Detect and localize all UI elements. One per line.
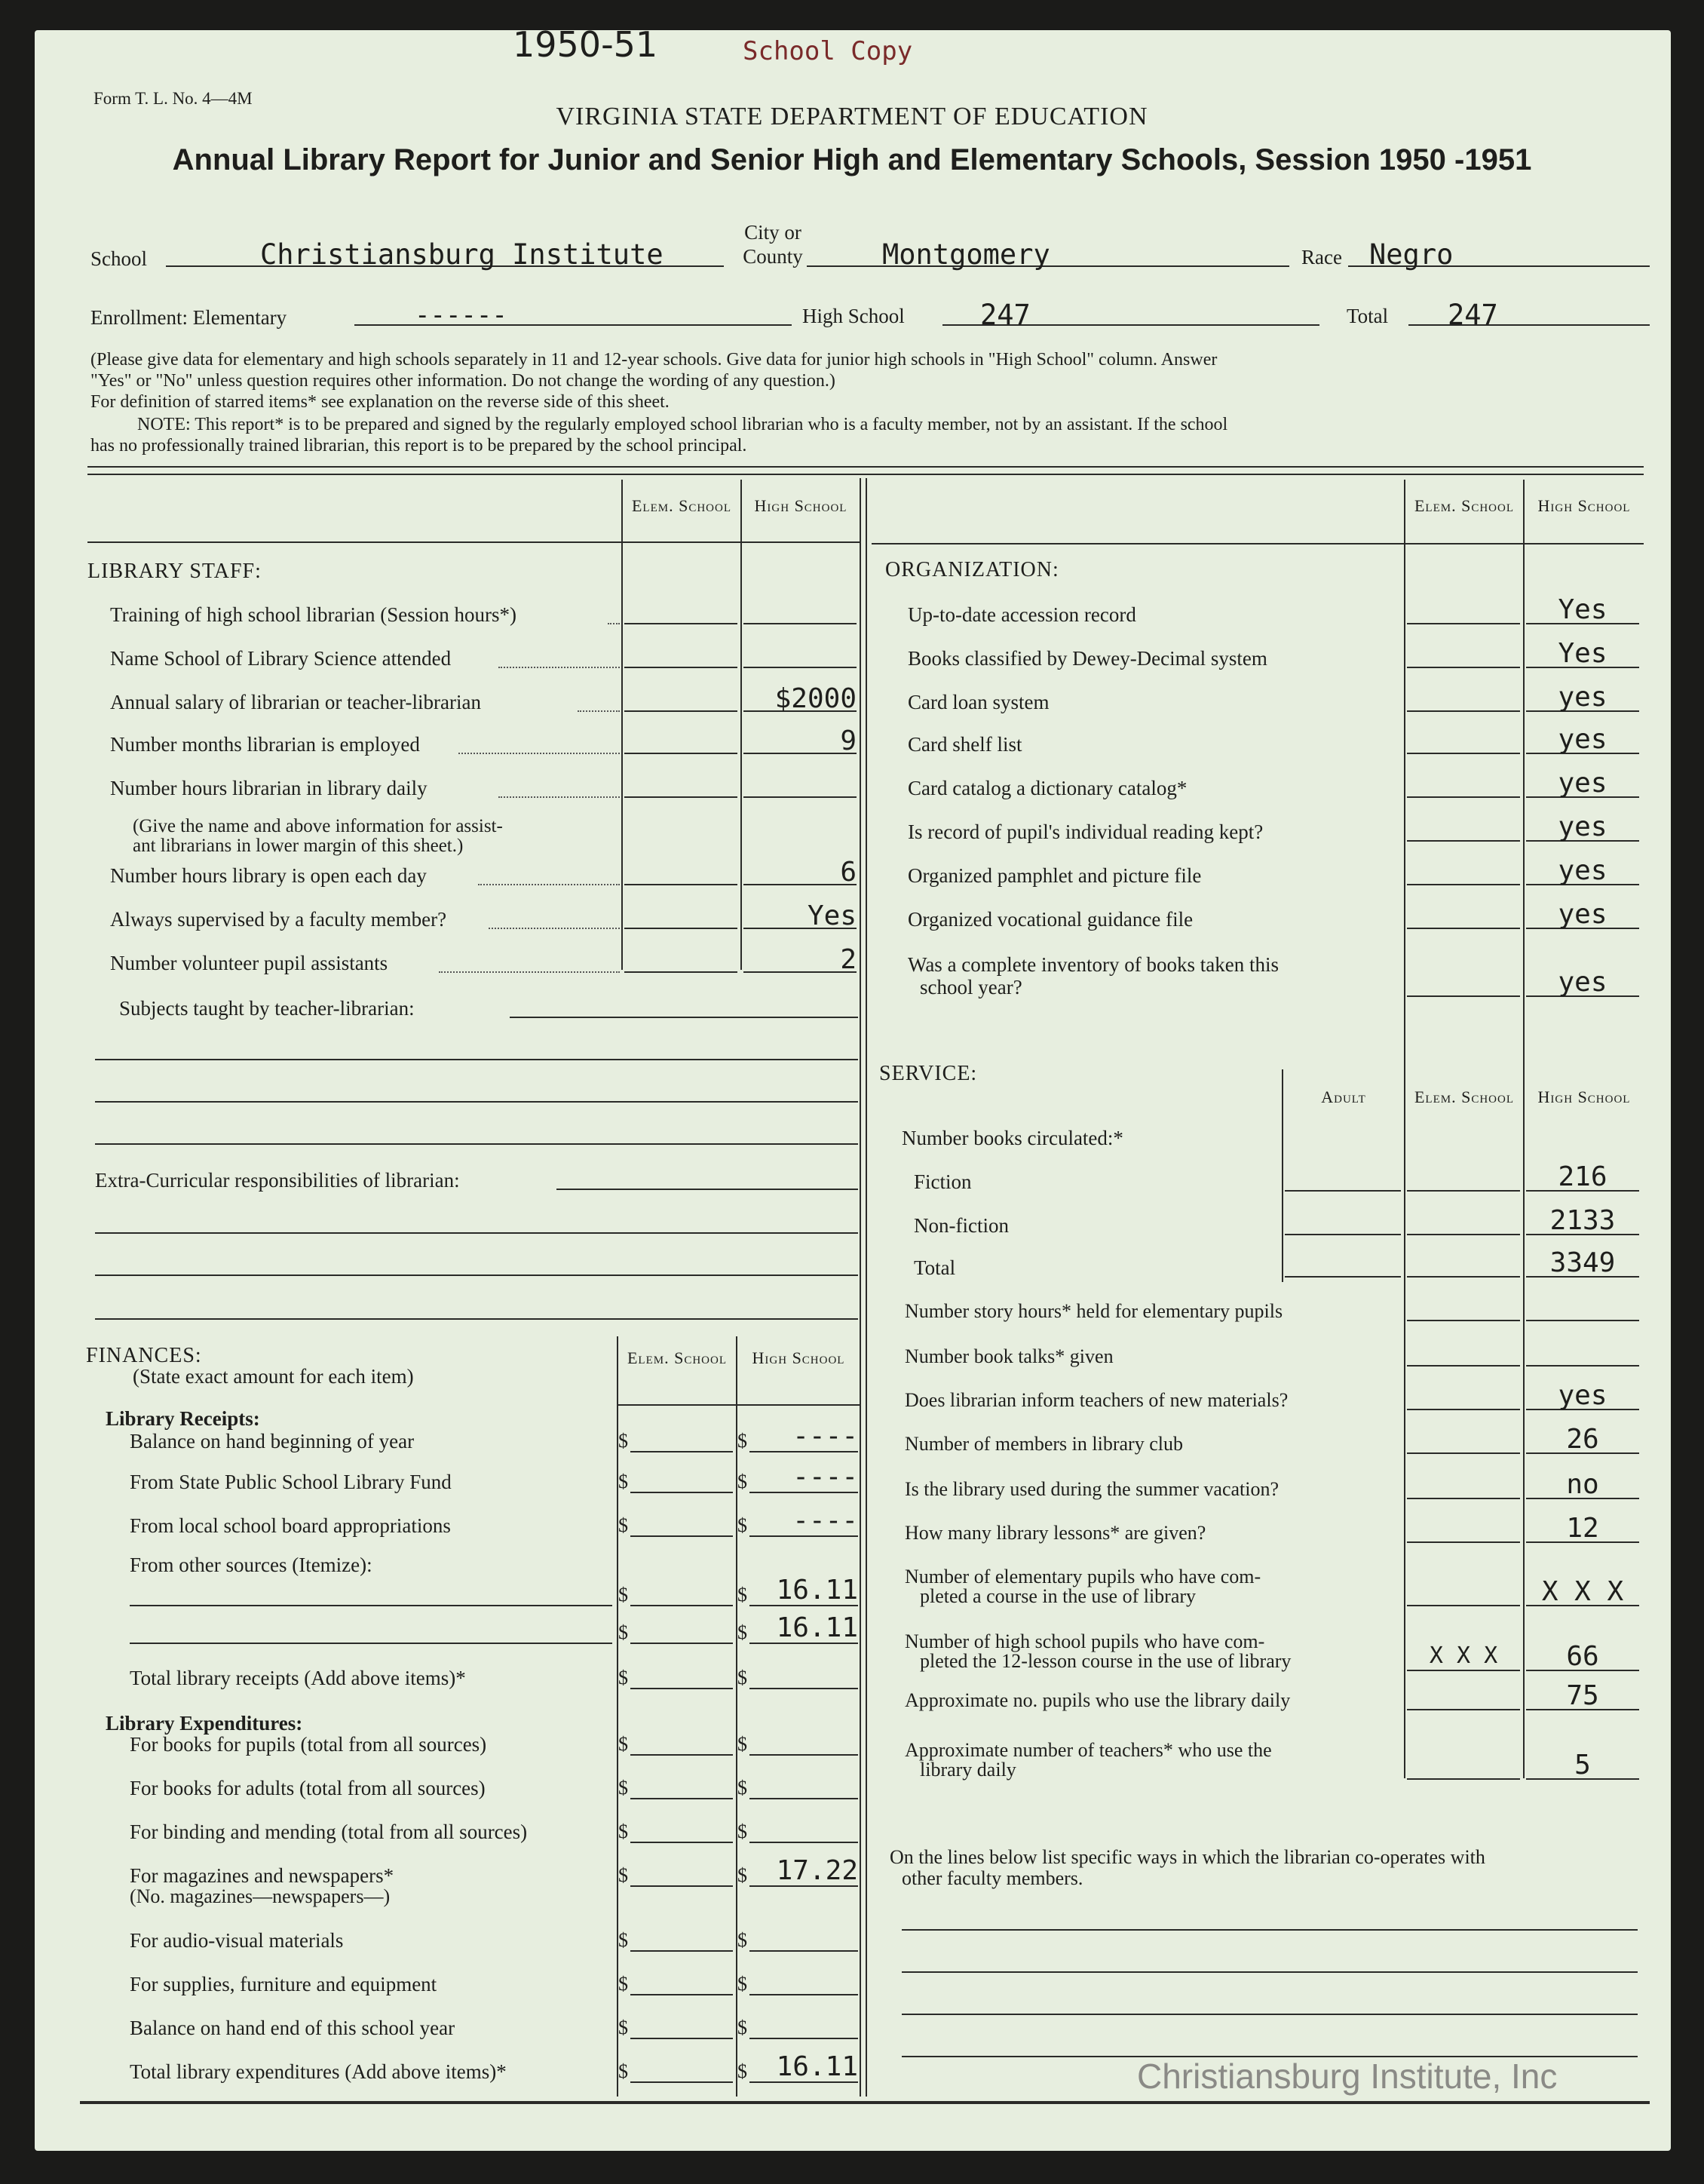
city-label: City or County	[743, 221, 803, 268]
finance-row-label: Balance on hand end of this school year	[130, 2017, 455, 2039]
dollar-sign: $	[618, 1621, 628, 1643]
finance-high-field[interactable]	[749, 1754, 858, 1756]
finance-high-value: 17.22	[776, 1855, 858, 1886]
service-elem-value: X X X	[1429, 1643, 1498, 1669]
dollar-sign: $	[737, 1430, 747, 1452]
service-row-label: Number book talks* given	[905, 1345, 1114, 1367]
service-row-label-2: pleted a course in the use of library	[920, 1585, 1197, 1607]
service-row-label: Number of members in library club	[905, 1433, 1183, 1455]
service-heading: SERVICE:	[879, 1062, 978, 1085]
finance-elem-field[interactable]	[630, 1492, 733, 1493]
finance-elem-field[interactable]	[630, 1994, 733, 1995]
finance-high-value: 16.11	[776, 1575, 858, 1606]
table-top-rule	[87, 466, 1644, 468]
circ-high-value: 216	[1558, 1161, 1607, 1192]
staff-note-line-1: (Give the name and above information for assist-	[133, 816, 503, 836]
dollar-sign: $	[737, 1584, 747, 1606]
cooperation-line-1[interactable]	[902, 1929, 1638, 1931]
service-high-field[interactable]	[1526, 1365, 1639, 1367]
table-bottom-rule	[80, 2101, 1650, 2104]
staff-row-label: Number volunteer pupil assistants	[110, 952, 388, 974]
finance-high-field[interactable]	[749, 1950, 858, 1952]
circ-adult-field[interactable]	[1285, 1234, 1401, 1235]
service-high-value: X X X	[1541, 1576, 1624, 1607]
cooperation-line-3[interactable]	[902, 2014, 1638, 2015]
org-high-value: yes	[1558, 682, 1607, 713]
org-row-label: Organized vocational guidance file	[908, 908, 1194, 931]
finance-row-label: For binding and mending (total from all sources)	[130, 1821, 528, 1843]
subjects-line-0[interactable]	[510, 1017, 858, 1018]
leader-dots	[458, 753, 620, 754]
left-high-header: High School	[754, 496, 847, 515]
staff-row-label: Number months librarian is employed	[110, 733, 420, 756]
org-elem-field[interactable]	[1407, 796, 1520, 798]
dollar-sign: $	[737, 2017, 747, 2038]
dollar-sign: $	[737, 1864, 747, 1886]
fin-elem-header: Elem. School	[627, 1348, 727, 1367]
finance-high-field[interactable]	[749, 2038, 858, 2039]
race-label: Race	[1301, 246, 1342, 268]
finance-row-label: For audio-visual materials	[130, 1929, 344, 1952]
form-number: Form T. L. No. 4—4M	[93, 89, 253, 108]
finance-elem-field[interactable]	[630, 1605, 733, 1606]
org-elem-field[interactable]	[1407, 667, 1520, 668]
dollar-sign: $	[737, 1514, 747, 1536]
library-staff-heading: LIBRARY STAFF:	[87, 560, 262, 583]
staff-high-value: 9	[840, 725, 857, 756]
finance-row-label: From State Public School Library Fund	[130, 1471, 452, 1493]
finance-row-label: For supplies, furniture and equipment	[130, 1973, 437, 1995]
finance-elem-field[interactable]	[630, 2081, 733, 2083]
service-row-label: Number of elementary pupils who have com-	[905, 1566, 1261, 1587]
staff-high-value: 6	[840, 857, 857, 888]
circ-row-label: Fiction	[914, 1170, 972, 1193]
dollar-sign: $	[618, 1584, 628, 1606]
circ-elem-field[interactable]	[1407, 1190, 1520, 1192]
service-elem-header: Elem. School	[1414, 1087, 1514, 1106]
instructions-line-5: has no professionally trained librarian, this report is to be prepared by the school principal.	[90, 436, 747, 456]
finance-high-field[interactable]	[749, 1842, 858, 1843]
dollar-sign: $	[737, 1733, 747, 1755]
circ-adult-field[interactable]	[1285, 1190, 1401, 1192]
dollar-sign: $	[737, 1471, 747, 1492]
staff-high-field[interactable]	[743, 667, 857, 668]
finance-elem-field[interactable]	[630, 1798, 733, 1799]
magazines-note: (No. magazines—newspapers—)	[130, 1885, 391, 1907]
org-elem-field[interactable]	[1407, 623, 1520, 624]
staff-note-line-2: ant librarians in lower margin of this sheet.)	[133, 836, 464, 856]
service-elem-field[interactable]	[1407, 1452, 1520, 1454]
organization-heading: ORGANIZATION:	[885, 558, 1059, 581]
total-value: 247	[1448, 299, 1498, 331]
service-high-value: no	[1566, 1469, 1599, 1500]
school-value: Christiansburg Institute	[260, 238, 664, 271]
staff-elem-field[interactable]	[624, 884, 737, 885]
dollar-sign: $	[618, 2017, 628, 2038]
subjects-label: Subjects taught by teacher-librarian:	[119, 997, 415, 1020]
dollar-sign: $	[618, 1821, 628, 1842]
department-heading: VIRGINIA STATE DEPARTMENT OF EDUCATION	[556, 103, 1148, 130]
right-high-header: High School	[1537, 496, 1631, 515]
cooperation-line-2[interactable]	[902, 1971, 1638, 1973]
itemize-line[interactable]	[130, 1643, 612, 1644]
finance-high-field[interactable]	[749, 1688, 858, 1689]
service-high-value: 26	[1566, 1424, 1599, 1455]
service-row-label-2: library daily	[920, 1759, 1016, 1781]
org-elem-field[interactable]	[1407, 928, 1520, 929]
org-row-label: Was a complete inventory of books taken this	[908, 953, 1279, 976]
staff-high-field[interactable]	[743, 623, 857, 624]
finance-high-value: 16.11	[776, 1612, 858, 1643]
leader-dots	[498, 667, 620, 668]
extra-line-0[interactable]	[556, 1189, 858, 1190]
org-high-value: yes	[1558, 967, 1607, 998]
extra-line-2[interactable]	[95, 1275, 858, 1276]
dollar-sign: $	[618, 1471, 628, 1492]
school-label: School	[90, 247, 148, 270]
total-underline	[1408, 324, 1650, 326]
enroll-elem-value: ------	[415, 300, 507, 330]
finance-high-value: ----	[792, 1505, 858, 1536]
org-row-label: Organized pamphlet and picture file	[908, 864, 1202, 887]
finances-heading: FINANCES:	[86, 1344, 202, 1367]
staff-elem-field[interactable]	[624, 710, 737, 712]
circ-high-value: 3349	[1549, 1247, 1616, 1278]
dollar-sign: $	[618, 1929, 628, 1951]
dollar-sign: $	[737, 1667, 747, 1689]
service-elem-field[interactable]	[1407, 1778, 1520, 1780]
service-elem-field[interactable]	[1407, 1670, 1520, 1671]
leader-dots	[498, 796, 620, 798]
circulated-label: Number books circulated:*	[902, 1127, 1123, 1149]
service-high-value: 75	[1566, 1680, 1599, 1711]
itemize-line[interactable]	[130, 1605, 612, 1606]
leader-dots	[439, 971, 620, 973]
instructions-line-3: For definition of starred items* see explanation on the reverse side of this sheet.	[90, 392, 670, 412]
finance-row-label: For books for pupils (total from all sources)	[130, 1733, 487, 1756]
org-high-value: yes	[1558, 899, 1607, 930]
finances-subheading: (State exact amount for each item)	[133, 1365, 414, 1388]
finance-high-field[interactable]	[749, 1798, 858, 1799]
extra-curricular-label: Extra-Curricular responsibilities of librarian:	[95, 1169, 460, 1192]
staff-row-label: Annual salary of librarian or teacher-librarian	[110, 691, 481, 713]
left-elem-header: Elem. School	[631, 496, 731, 515]
table-top-rule-2	[87, 474, 1644, 475]
subjects-line-1[interactable]	[95, 1059, 858, 1060]
dollar-sign: $	[618, 1733, 628, 1755]
leader-dots	[608, 623, 620, 624]
finance-row-label: From local school board appropriations	[130, 1514, 451, 1537]
service-row-label: Is the library used during the summer vacation?	[905, 1478, 1280, 1500]
high-school-label: High School	[802, 305, 905, 327]
staff-high-value: 2	[840, 944, 857, 975]
org-row-label: Books classified by Dewey-Decimal system	[908, 647, 1267, 670]
staff-row-label: Training of high school librarian (Session hours*)	[110, 603, 516, 626]
race-value: Negro	[1369, 238, 1454, 271]
center-divider	[860, 478, 861, 2097]
org-row-label: Card catalog a dictionary catalog*	[908, 777, 1188, 799]
staff-elem-field[interactable]	[624, 796, 737, 798]
finance-elem-field[interactable]	[630, 2038, 733, 2039]
finance-elem-field[interactable]	[630, 1950, 733, 1952]
city-value: Montgomery	[882, 238, 1050, 271]
circ-row-label: Non-fiction	[914, 1214, 1009, 1237]
report-title: Annual Library Report for Junior and Senior High and Elementary Schools, Session 1950 -1951	[172, 143, 1532, 176]
circ-elem-field[interactable]	[1407, 1276, 1520, 1278]
finance-elem-field[interactable]	[630, 1754, 733, 1756]
org-row-label: Is record of pupil's individual reading kept?	[908, 821, 1264, 843]
finance-row-label: For magazines and newspapers*	[130, 1864, 394, 1887]
finance-elem-field[interactable]	[630, 1688, 733, 1689]
finance-elem-field[interactable]	[630, 1885, 733, 1887]
staff-elem-field[interactable]	[624, 928, 737, 929]
dollar-sign: $	[618, 2060, 628, 2082]
service-row-label: Approximate no. pupils who use the library daily	[905, 1689, 1291, 1711]
staff-row-label: Always supervised by a faculty member?	[110, 908, 447, 931]
service-high-field[interactable]	[1526, 1320, 1639, 1321]
service-row-label: Approximate number of teachers* who use the	[905, 1739, 1272, 1761]
service-elem-field[interactable]	[1407, 1709, 1520, 1710]
staff-high-value: Yes	[807, 900, 857, 931]
handwritten-year: 1950-51	[513, 24, 658, 65]
right-high-col-line	[1523, 480, 1525, 1778]
service-row-label: Number of high school pupils who have com-	[905, 1630, 1265, 1652]
adult-header: Adult	[1321, 1087, 1366, 1106]
service-elem-field[interactable]	[1407, 1320, 1520, 1321]
center-divider-2	[866, 478, 867, 2097]
org-elem-field[interactable]	[1407, 753, 1520, 754]
service-row-label: Number story hours* held for elementary pupils	[905, 1300, 1283, 1322]
leader-dots	[489, 928, 620, 929]
service-elem-field[interactable]	[1407, 1498, 1520, 1499]
org-row-label: Up-to-date accession record	[908, 603, 1136, 626]
finance-high-value: ----	[792, 1421, 858, 1452]
subjects-line-2[interactable]	[95, 1101, 858, 1103]
org-elem-field[interactable]	[1407, 710, 1520, 712]
cooperation-label-2: other faculty members.	[902, 1867, 1083, 1889]
finance-elem-field[interactable]	[630, 1842, 733, 1843]
dollar-sign: $	[737, 1929, 747, 1951]
finance-elem-field[interactable]	[630, 1643, 733, 1644]
dollar-sign: $	[737, 1621, 747, 1643]
service-high-value: 12	[1566, 1513, 1599, 1544]
left-header-rule	[87, 541, 860, 543]
service-row-label: How many library lessons* are given?	[905, 1522, 1206, 1544]
service-row-label: Does librarian inform teachers of new materials?	[905, 1389, 1289, 1411]
staff-row-label: Name School of Library Science attended	[110, 647, 452, 670]
leader-dots	[578, 710, 620, 712]
org-high-value: Yes	[1558, 638, 1607, 669]
dollar-sign: $	[618, 1973, 628, 1995]
total-label: Total	[1347, 305, 1389, 327]
fin-header-rule	[617, 1404, 860, 1406]
staff-high-value: $2000	[774, 683, 857, 714]
other-sources-label: From other sources (Itemize):	[130, 1554, 372, 1576]
extra-line-3[interactable]	[95, 1318, 858, 1320]
service-high-value: 5	[1574, 1750, 1591, 1781]
service-high-value: yes	[1558, 1380, 1607, 1411]
staff-elem-field[interactable]	[624, 667, 737, 668]
org-high-value: yes	[1558, 724, 1607, 755]
dollar-sign: $	[737, 1777, 747, 1799]
finance-elem-field[interactable]	[630, 1451, 733, 1452]
dollar-sign: $	[737, 1821, 747, 1842]
leader-dots	[478, 884, 620, 885]
finance-row-label: For books for adults (total from all sources)	[130, 1777, 486, 1799]
finance-row-label: Total library expenditures (Add above items)*	[130, 2060, 507, 2083]
org-elem-field[interactable]	[1407, 995, 1520, 997]
org-high-value: Yes	[1558, 594, 1607, 625]
instructions-line-4: NOTE: This report* is to be prepared and signed by the regularly employed school librarian who is a faculty member, not by an assistant. If the school	[137, 415, 1228, 434]
dollar-sign: $	[618, 1430, 628, 1452]
left-high-col-line	[740, 480, 742, 970]
finance-high-value: 16.11	[776, 2051, 858, 2082]
service-elem-field[interactable]	[1407, 1409, 1520, 1410]
org-elem-field[interactable]	[1407, 840, 1520, 842]
circ-high-value: 2133	[1549, 1205, 1616, 1236]
finance-high-field[interactable]	[749, 1994, 858, 1995]
service-high-value: 66	[1566, 1641, 1599, 1672]
staff-row-label: Number hours librarian in library daily	[110, 777, 428, 799]
org-row-label: Card loan system	[908, 691, 1050, 713]
school-copy-stamp: School Copy	[743, 36, 913, 66]
dollar-sign: $	[618, 1777, 628, 1799]
dollar-sign: $	[737, 1973, 747, 1995]
org-high-value: yes	[1558, 768, 1607, 799]
right-header-rule	[872, 543, 1644, 544]
dollar-sign: $	[737, 2060, 747, 2082]
finance-elem-field[interactable]	[630, 1535, 733, 1537]
org-high-value: yes	[1558, 811, 1607, 842]
hs-value: 247	[980, 299, 1031, 331]
cooperation-label-1: On the lines below list specific ways in which the librarian co-operates with	[890, 1846, 1485, 1868]
service-elem-field[interactable]	[1407, 1605, 1520, 1606]
service-elem-field[interactable]	[1407, 1541, 1520, 1543]
service-elem-field[interactable]	[1407, 1365, 1520, 1367]
finance-row-label: Total library receipts (Add above items)*	[130, 1667, 466, 1689]
org-row-label-2: school year?	[920, 976, 1022, 998]
receipts-heading: Library Receipts:	[106, 1407, 260, 1430]
circ-elem-field[interactable]	[1407, 1234, 1520, 1235]
staff-elem-field[interactable]	[624, 971, 737, 973]
org-high-value: yes	[1558, 855, 1607, 886]
org-row-label: Card shelf list	[908, 733, 1022, 756]
watermark: Christiansburg Institute, Inc	[1137, 2057, 1558, 2096]
expenditures-heading: Library Expenditures:	[106, 1712, 303, 1735]
instructions-line-2: "Yes" or "No" unless question requires other information. Do not change the wording of any question.)	[90, 371, 835, 391]
staff-elem-field[interactable]	[624, 753, 737, 754]
org-elem-field[interactable]	[1407, 884, 1520, 885]
dollar-sign: $	[618, 1667, 628, 1689]
dollar-sign: $	[618, 1864, 628, 1886]
enrollment-label: Enrollment: Elementary	[90, 306, 287, 329]
staff-high-field[interactable]	[743, 796, 857, 798]
left-elem-col-line	[621, 480, 623, 970]
staff-elem-field[interactable]	[624, 623, 737, 624]
extra-line-1[interactable]	[95, 1232, 858, 1234]
instructions-line-1: (Please give data for elementary and high schools separately in 11 and 12-year schools. Give data for junior high schools in "High School" column. Answer	[90, 350, 1218, 370]
fin-high-header: High School	[752, 1348, 845, 1367]
dollar-sign: $	[618, 1514, 628, 1536]
circ-row-label: Total	[914, 1256, 956, 1279]
right-elem-col-line	[1404, 480, 1405, 1778]
finance-high-value: ----	[792, 1462, 858, 1492]
circ-adult-field[interactable]	[1285, 1276, 1401, 1278]
staff-row-label: Number hours library is open each day	[110, 864, 427, 887]
subjects-line-3[interactable]	[95, 1143, 858, 1145]
service-row-label-2: pleted the 12-lesson course in the use of library	[920, 1650, 1292, 1672]
right-elem-header: Elem. School	[1414, 496, 1514, 515]
service-high-header: High School	[1537, 1087, 1631, 1106]
finance-row-label: Balance on hand beginning of year	[130, 1430, 415, 1452]
